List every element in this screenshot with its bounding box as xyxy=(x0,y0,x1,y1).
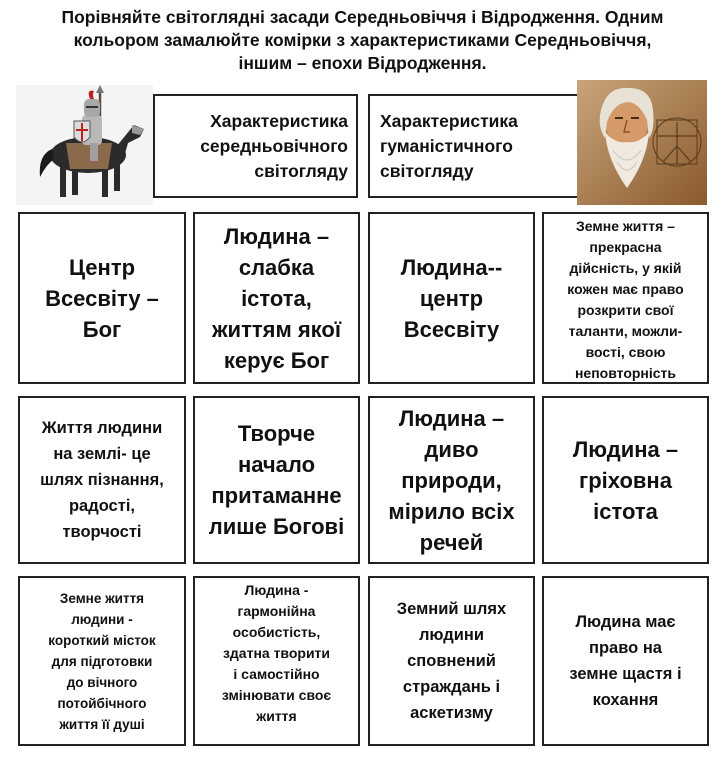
statement-cell[interactable]: Земний шлях людини сповнений страждань і аскетизму xyxy=(368,576,535,746)
statement-cell[interactable]: Людина – диво природи, мірило всіх речей xyxy=(368,396,535,564)
statement-cell[interactable]: Людина - гармонійна особистість, здатна творити і самостійно змінювати своє життя xyxy=(193,576,360,746)
humanist-worldview-header: Характеристика гуманістичного світогляду xyxy=(368,94,580,198)
statement-cell[interactable]: Творче начало притаманне лише Богові xyxy=(193,396,360,564)
statement-cell[interactable]: Центр Всесвіту – Бог xyxy=(18,212,186,384)
statement-cell[interactable]: Людина – слабка істота, життям якої керує Бог xyxy=(193,212,360,384)
statement-cell[interactable]: Земне життя – прекрасна дійсність, у якій кожен має право розкрити свої таланти, можли- вості, свою неповторність xyxy=(542,212,709,384)
knight-on-horse-image xyxy=(16,85,153,205)
task-instructions: Порівняйте світоглядні засади Середньовіччя і Відродження. Одним кольором замалюйте комірки з характеристиками Середньовіччя, іншим – епохи Відродження. xyxy=(61,7,664,73)
leonardo-self-portrait-image xyxy=(577,80,707,205)
statement-cell[interactable]: Людина-- центр Всесвіту xyxy=(368,212,535,384)
statement-cell[interactable]: Людина – гріховна істота xyxy=(542,396,709,564)
statement-cell[interactable]: Земне життя людини - короткий місток для підготовки до вічного потойбічного життя її душі xyxy=(18,576,186,746)
medieval-worldview-header: Характеристика середньовічного світогляду xyxy=(153,94,358,198)
statement-cell[interactable]: Життя людини на землі- це шлях пізнання, радості, творчості xyxy=(18,396,186,564)
statement-cell[interactable]: Людина має право на земне щастя і кохання xyxy=(542,576,709,746)
